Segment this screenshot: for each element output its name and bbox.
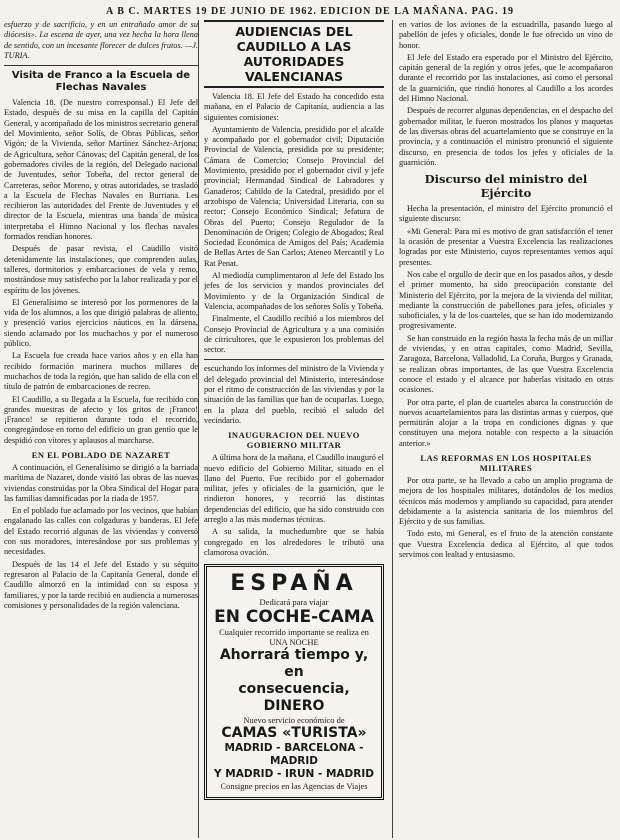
paragraph: El Caudillo, a su llegada a la Escuela, fue recibido con grandes muestras de afecto y los gritos de ¡Franco! ¡Franco! se repitieron durante todo el recorrido, congregándose en torno del edificio un gran gentío que le despidió con vítores y aplausos al marcharse. xyxy=(4,394,198,445)
ad-title: ESPAÑA xyxy=(230,571,358,597)
ad-slogan: consecuencia, DINERO xyxy=(238,681,350,715)
paragraph: El Jefe del Estado era esperado por el Ministro del Ejército, capitán general de la región y otros jefes, que le acompañaron durante el recorrido por las instalaciones, así como el personal de la guarnición, que rindió honores al Caudillo a los acordes del Himno Nacional. xyxy=(399,52,613,104)
paragraph: Después de las 14 el Jefe del Estado y su séquito regresaron al Palacio de la Capitanía General, donde el Caudillo almorzó en la intimidad con su esposa y familiares, y por la tarde recibió en audiencia a numerosas comisiones y personalidades de la región valenciana. xyxy=(4,559,198,610)
paragraph: Se han construido en la región hasta la fecha más de un millar de viviendas, y en otras capitales, como Madrid, Sevilla, Zaragoza, Barcelona, Valladolid, La Coruña, Burgos y Granada, se realizan obras importantes, de las que Vuestra Excelencia conoce el estado y el alcance por haberlas visitado en otras ocasiones. xyxy=(399,333,613,395)
paragraph: A su salida, la muchedumbre que se había congregado en los alrededores le tributó una clamorosa ovación. xyxy=(204,527,384,557)
ad-headline: EN COCHE-CAMA xyxy=(214,607,374,628)
ad-line: Nuevo servicio económico de xyxy=(243,715,345,726)
paragraph: Finalmente, el Caudillo recibió a los miembros del Consejo Provincial de Agricultura y a una comisión de citricultores, que le expusieron los problemas del sector. xyxy=(204,314,384,355)
paragraph: Al mediodía cumplimentaron al Jefe del Estado los jefes de los servicios y mandos provinciales del Movimiento y de la Organización Sindical de Valencia, acompañados de los señores Solís y Tobeña. xyxy=(204,271,384,311)
paragraph: Nos cabe el orgullo de decir que en los pasados años, y desde el primer momento, ha sido preocupación constante del Ministerio del Ejército, por la mejora de la vivienda del militar, mediante la construcción de pabellones para jefes, oficiales y suboficiales, y la de los cuarteles, que se han ido modernizando progresivamente. xyxy=(399,269,613,331)
headline-audiencias: AUDIENCIAS DEL CAUDILLO A LAS AUTORIDADES VALENCIANAS xyxy=(204,20,384,88)
subheading-gobierno-militar: INAUGURACION DEL NUEVO GOBIERNO MILITAR xyxy=(228,430,360,451)
paragraph: Valencia 18. El Jefe del Estado ha concedido esta mañana, en el Palacio de Capitanía, audiencia a las siguientes comisiones: xyxy=(204,92,384,122)
ad-footer: Consigne precios en las Agencias de Viajes xyxy=(220,781,368,792)
headline-flechas-navales: Visita de Franco a la Escuela de Flechas Navales xyxy=(11,70,191,94)
article-tail: esfuerzo y de sacrificio, y en un entrañado amor de su diócesis». La escena de ayer, una vez hecha la hora llena de sentido, con un incesante florecer de dulces frutos. —J. TURIA. xyxy=(4,20,198,60)
column-middle xyxy=(204,20,384,838)
ad-line: Cualquier recorrido importante se realiza en UNA NOCHE xyxy=(219,627,369,648)
paragraph: «Mi General: Para mí es motivo de gran satisfacción el tener la ocasión de presentar a Vuestra Excelencia las realizaciones logradas por este Ministerio, cuyos representantes vemos aquí presentes. xyxy=(399,226,613,267)
ad-route: Y MADRID - IRUN - MADRID xyxy=(214,768,374,781)
column-right xyxy=(392,20,613,838)
ad-route: MADRID - BARCELONA - MADRID xyxy=(224,742,364,768)
divider xyxy=(4,65,198,66)
paragraph: Después de recorrer algunas dependencias, en el despacho del gobernador militar, le fueron mostrados los planos y maquetas de las diversas obras del acuartelamiento que se construye en la provincia, y a continuación el ministro pronunció el siguiente discurso, en presencia de todos los jefes y oficiales de la guarnición. xyxy=(399,106,613,167)
page-masthead: A B C. MARTES 19 DE JUNIO DE 1962. EDICION DE LA MAÑANA. PAG. 19 xyxy=(106,6,514,17)
divider xyxy=(204,359,384,360)
paragraph: Todo esto, mi General, es el fruto de la atención constante que Vuestra Excelencia dedica al Ejército, al que todos servimos con lealtad y entusiasmo. xyxy=(399,529,613,560)
coche-cama-advertisement xyxy=(204,564,384,800)
ad-brand: CAMAS «TURISTA» xyxy=(221,725,367,742)
headline-discurso: Discurso del ministro del Ejército xyxy=(424,172,588,201)
paragraph: A última hora de la mañana, el Caudillo inauguró el nuevo edificio del Gobierno Militar, situado en el llano del Puerto. Fue recibido por el gobernador militar, jefes y oficiales de la guarnición, que le rindieron honores, y recorrió las distintas dependencias del edificio, que ha sido construido con arreglo a las más modernas técnicas. xyxy=(204,453,384,524)
paragraph: Después de pasar revista, el Caudillo visitó detenidamente las instalaciones, que comprenden aulas, talleres, dormitorios y embarcaciones de vela y remo, mostrándose muy satisfecho por la labor realizada y por el espíritu de los jóvenes. xyxy=(4,244,198,295)
subheading-hospitales: LAS REFORMAS EN LOS HOSPITALES MILITARES xyxy=(420,452,592,473)
paragraph: La Escuela fue creada hace varios años y en ella han recibido formación marinera muchos millares de muchachos de toda la región, que han salido de ella con el título de patrón de embarcaciones de recreo. xyxy=(4,351,198,392)
paragraph: Por otra parte, el plan de cuarteles abarca la construcción de nuevos acuartelamientos para las distintas armas y cuerpos, que permitirán alojar a la tropa en condiciones dignas y que constituyen una mejora notable con respecto a la situación anterior.» xyxy=(399,397,613,448)
ad-slogan: Ahorrará tiempo y, en xyxy=(219,647,369,681)
column-left xyxy=(4,20,199,838)
paragraph: El Generalísimo se interesó por los pormenores de la vida de los alumnos, a los que dirigió palabras de aliento, y presenció varios ejercicios náuticos en la dársena, siendo aclamado por los muchachos y por el numeroso público. xyxy=(4,297,198,349)
paragraph: Valencia 18. (De nuestro corresponsal.) El Jefe del Estado, después de su misa en la capilla del Capitán General, y acompañado de los ministros secretario general del Movimiento, señor Solís, de Obras Públicas, señor Vigón; de la Vivienda, señor Martínez Sánchez-Arjona; de Agricultura, señor Cánovas; del Capitán general, de los gobernadores civiles de la región, del Delegado nacional de Juventudes, señor Tobeña, del rector general de Carreteras, señor Moreno, y otras autoridades, se trasladó a la Escuela de Flechas Navales en Burriana. Les recibieron las autoridades del Frente de Juventudes y el director de la Escuela, mientras una banda de música interpretaba el Himno Nacional y los flechas navales formados rendían honores. xyxy=(4,98,198,242)
paragraph: escuchando los informes del ministro de la Vivienda y del delegado provincial del Ministerio, interesándose por el ritmo de construcción de las viviendas y por la situación de las familias que han de ocuparlas. Luego, en la plaza del pueblo, recibió el saludo del vecindario. xyxy=(204,364,384,425)
subheading-nazaret: EN EL POBLADO DE NAZARET xyxy=(31,449,171,460)
paragraph: A continuación, el Generalísimo se dirigió a la barriada marítima de Nazaret, donde visitó las obras de las nuevas viviendas construidas por la Obra Sindical del Hogar para las familias damnificadas por la riada de 1957. xyxy=(4,462,198,503)
paragraph: en varios de los aviones de la escuadrilla, pasando luego al pabellón de jefes y oficiales, donde le fue ofrecido un vino de honor. xyxy=(399,20,613,50)
paragraph: Hecha la presentación, el ministro del Ejército pronunció el siguiente discurso: xyxy=(399,204,613,224)
paragraph: Por otra parte, se ha llevado a cabo un amplio programa de mejora de los hospitales militares, dotándolos de los medios técnicos más modernos y ampliando su capacidad, para atender debidamente a la asistencia sanitaria de los miembros del Ejército y de sus familias. xyxy=(399,475,613,527)
paragraph: En el poblado fue aclamado por los vecinos, que habían engalanado las calles con colgaduras y banderas. El Jefe del Estado recorrió algunas de las viviendas y conversó con sus moradores, interesándose por sus problemas y necesidades. xyxy=(4,506,198,557)
ad-line: Dedicará para viajar xyxy=(259,597,329,608)
paragraph: Ayuntamiento de Valencia, presidido por el alcalde y acompañado por el gobernador civil; Diputación Provincial de Valencia, presidida por su presidente; Cámara de Comercio; Consejo Provincial del Movimiento, presidido por el gobernador civil y jefe provincial; Hermandad Sindical de Labradores y Ganaderos; Cabildo de la Catedral, presidido por el arzobispo de Valencia; Universidad Literaria, con su rector; Consejo Económico Sindical; Jefatura de Obras del Puerto; Consejo Regulador de la Denominación de Origen; Colegio de Abogados; Real Sociedad Económica de Amigos del País; Academia de Bellas Artes de San Carlos; Ateneo Mercantil y Lo Rat Penat. xyxy=(204,124,384,268)
